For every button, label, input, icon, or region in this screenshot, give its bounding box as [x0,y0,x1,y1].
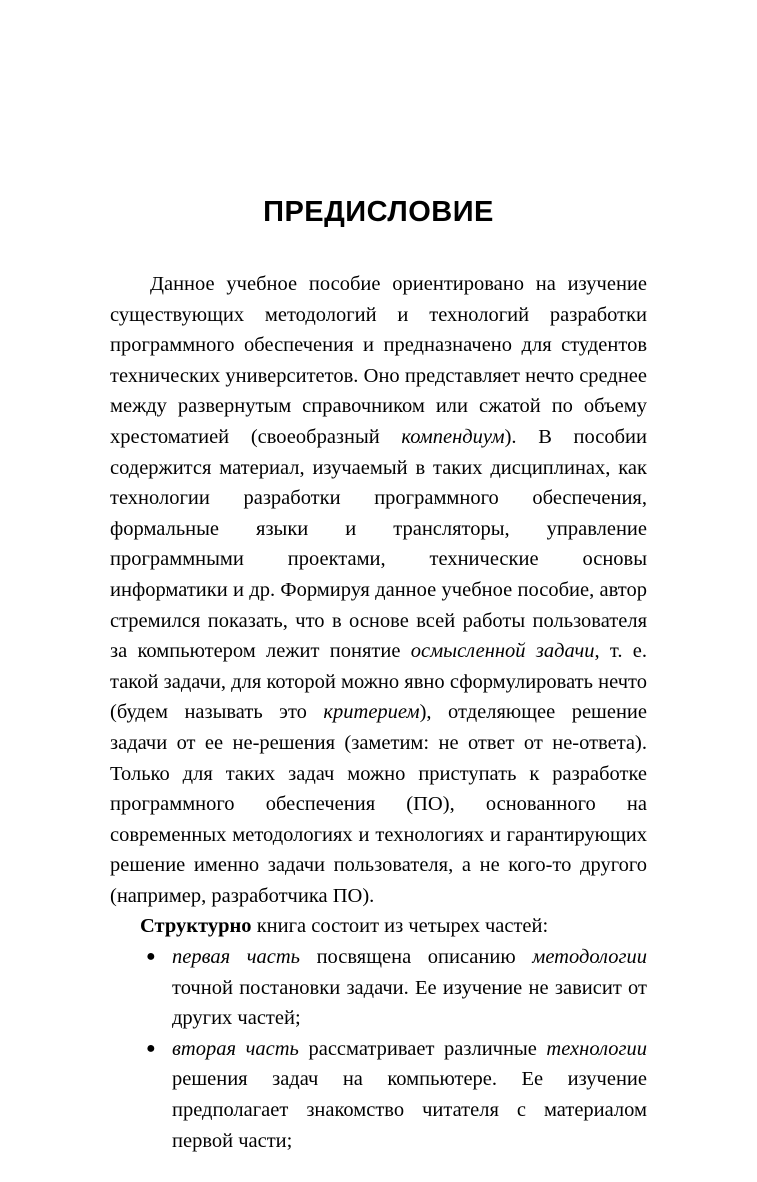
list-item-1-segment-1: посвящена описанию [299,946,533,969]
paragraph-intro-italic-2: осмысленной задачи [410,640,595,663]
list-item [110,1034,647,1156]
list-item-2-segment-1: рассматривает различные [298,1037,547,1060]
list-item-2-segment-2: решения задач на компьютере. Ее изучение предполагает знакомство читателя с материалом первой части; [172,1068,647,1152]
paragraph-structure [110,911,647,942]
list-item-2-italic-1: вторая часть [172,1037,299,1060]
list-item [110,942,647,1034]
list-item-1-italic-2: методологии [532,946,647,969]
paragraph-intro-segment-1: Данное учебное пособие ориентировано на изучение существующих методологий и технологий разработки программного обеспечения и предназначено для студентов технических университетов. Оно представляет нечто среднее между развернутым справочником или сжатой по объему хрестоматией (своеобразный [110,273,647,448]
paragraph-intro-segment-4: ), отделяющее решение задачи от ее не-решения (заметим: не ответ от не-ответа). Только для таких задач можно приступать к разработке программного обеспечения (ПО), основанного на современных методологиях и технологиях и гарантирующих решение именно задачи пользователя, а не кого-то другого (например, разработчика ПО). [110,701,647,907]
list-item-1-segment-2: точной постановки задачи. Ее изучение не зависит от других частей; [172,976,647,1030]
paragraph-intro-segment-3: , т. е. такой задачи, для которой можно явно сформулировать нечто (будем называть это [110,640,647,724]
bullet-icon: ● [146,948,156,966]
text-column [110,196,647,1156]
paragraph-structure-bold: Структурно [140,915,252,938]
parts-list [110,942,647,1156]
paragraph-intro-segment-2: ). В пособии содержится материал, изучаемый в таких дисциплинах, как технологии разработки программного обеспечения, формальные языки и трансляторы, управление программными проектами, технические основы информатики и др. Формируя данное учебное пособие, автор стремился показать, что в основе всей работы пользователя за компьютером лежит понятие [110,425,647,663]
bullet-icon: ● [146,1039,156,1057]
paragraph-intro-italic-3: критерием [323,701,420,724]
page-title: ПРЕДИСЛОВИЕ [263,196,494,228]
list-item-2-italic-2: технологии [546,1037,647,1060]
paragraph-intro [110,269,647,911]
paragraph-intro-italic-1: компендиум [401,425,505,448]
paragraph-structure-segment: книга состоит из четырех частей: [251,915,549,938]
list-item-1-italic-1: первая часть [172,946,300,969]
